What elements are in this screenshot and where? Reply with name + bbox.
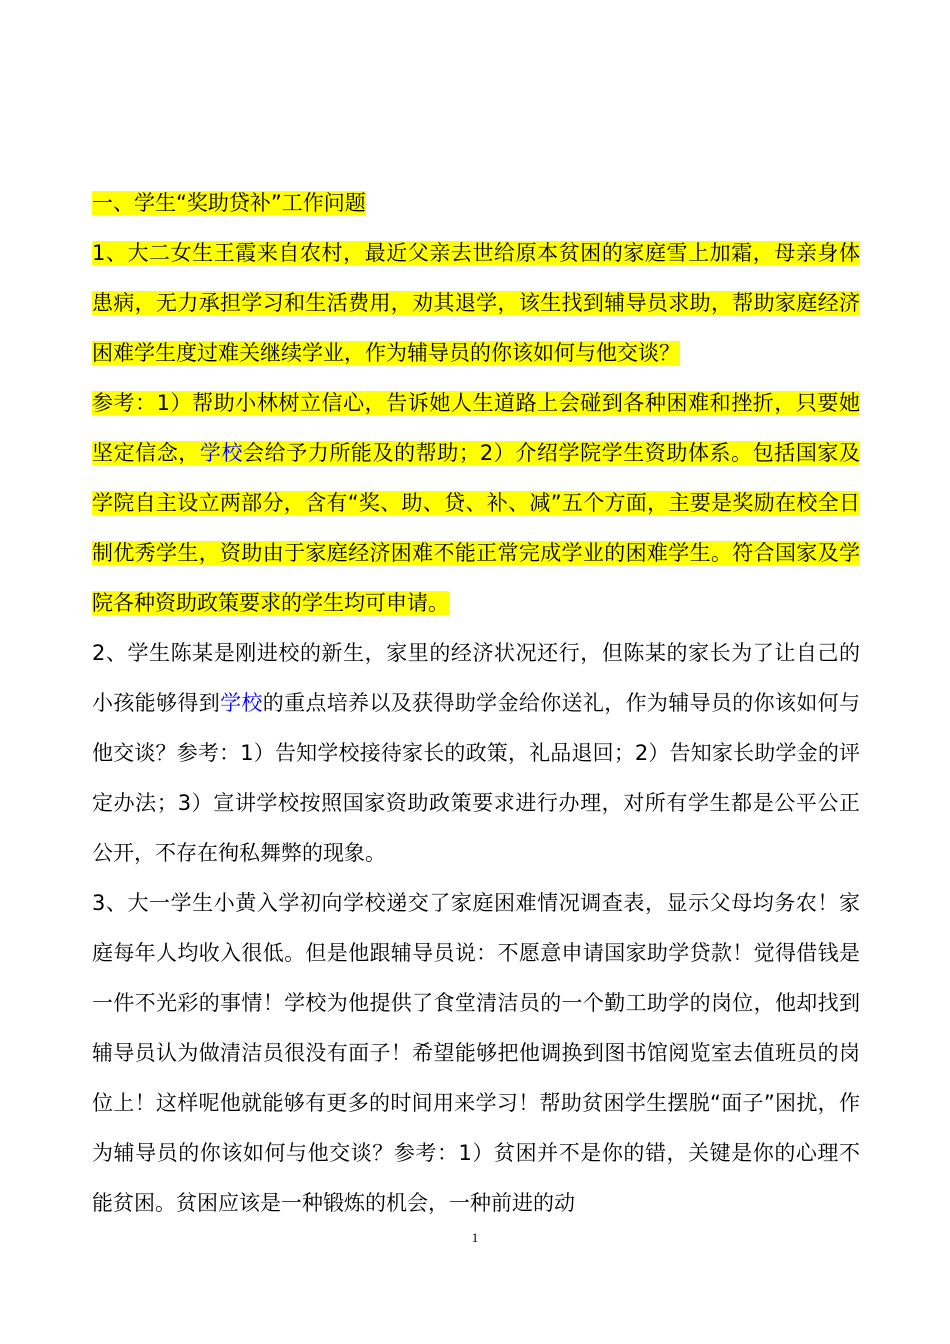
question-2 (92, 628, 860, 878)
section-heading-text: 一、学生“奖助贷补”工作问题 (92, 191, 366, 215)
answer-1-text-a: 参考：1）帮助小林树立信心，告诉她人生道路上会碰到各种困难和挫折，只要她坚定信念， (92, 391, 860, 465)
document-body (92, 178, 860, 1228)
question-2-text-b: 的重点培养以及获得助学金给你送礼，作为辅导员的你该如何与他交谈？参考：1）告知学校接待家长的政策，礼品退回；2）告知家长助学金的评定办法；3）宣讲学校按照国家资助政策要求进行办理，对所有学生都是公平公正公开，不存在徇私舞弊的现象。 (92, 691, 861, 865)
question-3-text: 3、大一学生小黄入学初向学校递交了家庭困难情况调查表，显示父母均务农！家庭每年人均收入很低。但是他跟辅导员说：不愿意申请国家助学贷款！觉得借钱是一件不光彩的事情！学校为他提供了食堂清洁员的一个勤工助学的岗位，他却找到辅导员认为做清洁员很没有面子！希望能够把他调换到图书馆阅览室去值班员的岗位上！这样呢他就能够有更多的时间用来学习！帮助贫困学生摆脱“面子”困扰，作为辅导员的你该如何与他交谈？参考：1）贫困并不是你的错，关键是你的心理不能贫困。贫困应该是一种锻炼的机会，一种前进的动 (92, 891, 860, 1215)
answer-1-text-b: 会给予力所能及的帮助；2）介绍学院学生资助体系。包括国家及学院自主设立两部分，含有“奖、助、贷、补、减”五个方面，主要是奖励在校全日制优秀学生，资助由于家庭经济困难不能正常完成学业的困难学生。符合国家及学院各种资助政策要求的学生均可申请。 (92, 441, 861, 615)
answer-1-school-link[interactable]: 学校 (199, 441, 244, 465)
page-number: 1 (471, 1230, 479, 1245)
question-1-text: 1、大二女生王霞来自农村，最近父亲去世给原本贫困的家庭雪上加霜，母亲身体患病，无力承担学习和生活费用，劝其退学，该生找到辅导员求助，帮助家庭经济困难学生度过难关继续学业，作为辅导员的你该如何与他交谈？ (92, 241, 860, 365)
answer-1 (92, 378, 860, 628)
question-2-text-a: 2、学生陈某是刚进校的新生，家里的经济状况还行，但陈某的家长为了让自己的小孩能够得到 (92, 641, 860, 715)
question-1 (92, 228, 860, 378)
section-heading (92, 178, 860, 228)
question-2-school-link[interactable]: 学校 (220, 691, 263, 715)
question-3 (92, 878, 860, 1228)
